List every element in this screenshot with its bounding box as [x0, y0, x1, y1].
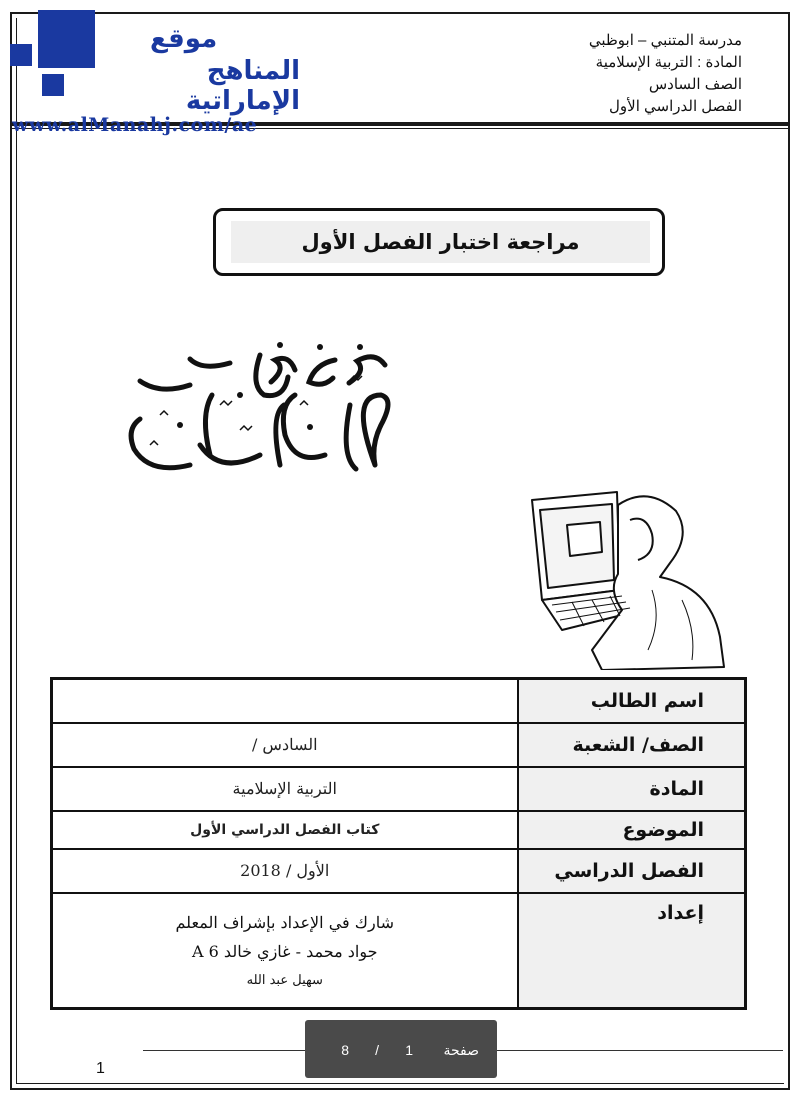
pager-total-pages: 8 [341, 1042, 349, 1058]
class-section-value: السادس / [52, 723, 518, 767]
prep-line: شارك في الإعداد بإشراف المعلم [175, 912, 394, 932]
school-name: مدرسة المتنبي – ابوظبي [588, 32, 742, 49]
logo-square-small-icon [42, 74, 64, 96]
student-laptop-illustration-icon [522, 480, 740, 670]
topic-label: الموضوع [518, 811, 746, 849]
term-line: الفصل الدراسي الأول [609, 98, 742, 115]
logo-text-line2: المناهج الإماراتية [185, 56, 300, 116]
pager-separator: / [375, 1042, 379, 1058]
logo-url[interactable]: www.alManahj.com/ae [12, 114, 258, 136]
table-row [52, 767, 746, 811]
subject-line: المادة : التربية الإسلامية [595, 54, 742, 71]
prepared-by-value [52, 893, 518, 1009]
student-name-label: اسم الطالب [518, 679, 746, 723]
topic-value: كتاب الفصل الدراسي الأول [52, 811, 518, 849]
pager-current-page[interactable]: 1 [405, 1042, 413, 1058]
class-section-label: الصف/ الشعبة [518, 723, 746, 767]
student-info-table [50, 677, 747, 1010]
school-info [589, 30, 742, 118]
term-label: الفصل الدراسي [518, 849, 746, 893]
logo-square-small-icon [10, 44, 32, 66]
prep-line: جواد محمد - غازي خالد 6 A [192, 941, 378, 961]
table-row [52, 849, 746, 893]
logo-square-icon [38, 10, 95, 68]
table-row [52, 811, 746, 849]
student-name-field[interactable] [52, 679, 518, 723]
subject-label: المادة [518, 767, 746, 811]
table-row [52, 723, 746, 767]
title-inner [231, 221, 650, 263]
title-box [213, 208, 665, 276]
grade-line: الصف السادس [648, 76, 742, 93]
page-navigator[interactable] [305, 1020, 497, 1078]
page-title: مراجعة اختبار الفصل الأول [301, 230, 580, 254]
term-value: الأول / 2018 [52, 849, 518, 893]
page-number: 1 [96, 1060, 105, 1077]
prepared-by-label: إعداد [518, 893, 746, 1009]
table-row [52, 893, 746, 1009]
logo-text-line1: موقع [150, 24, 218, 54]
subject-value: التربية الإسلامية [52, 767, 518, 811]
pager-label: صفحة [443, 1042, 479, 1058]
site-logo[interactable] [10, 10, 300, 135]
calligraphy-verse-icon [120, 335, 400, 485]
prep-line: سهيل عبد الله [246, 972, 323, 988]
table-row [52, 679, 746, 723]
prepared-by-lines [53, 902, 517, 999]
